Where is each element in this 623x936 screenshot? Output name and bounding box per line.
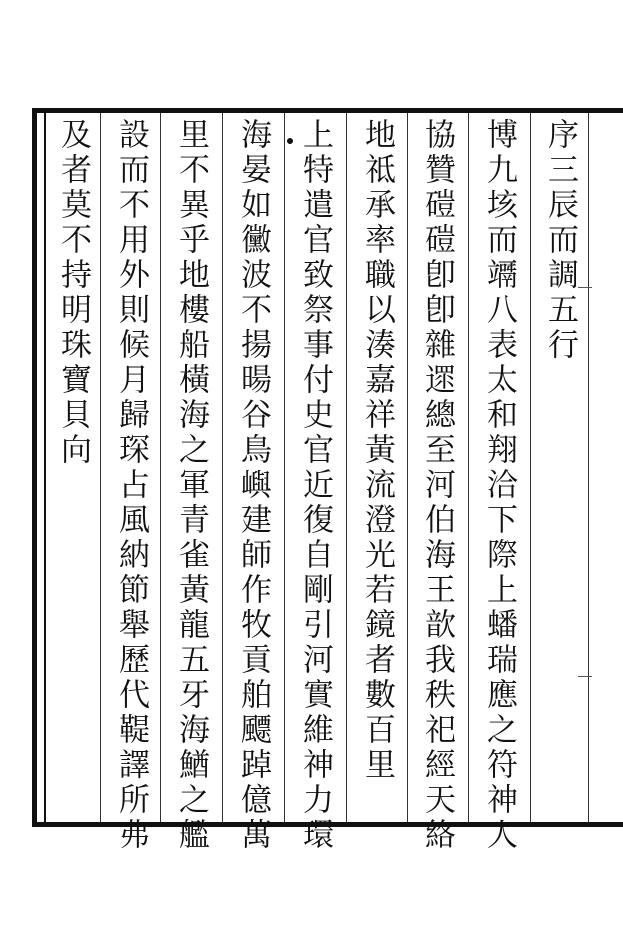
column-divider xyxy=(346,113,347,822)
column-divider xyxy=(407,113,408,822)
text-column-2: 博九垓而竵八表太和翔洽下際上蟠瑞應之符神人 xyxy=(481,118,517,853)
frame-left-rule xyxy=(32,108,37,827)
text-column-8: 設而不用外則候月歸琛占風納節舉歷代鞮譯所弗 xyxy=(113,118,149,853)
text-column-9: 及者莫不持明珠寶貝向 xyxy=(55,118,91,468)
column-divider xyxy=(530,113,531,822)
column-divider xyxy=(588,113,589,822)
text-column-7: 里不異乎地樓船橫海之軍青雀黃龍五牙海鰌之艦 xyxy=(173,118,209,853)
text-column-5: 上特遣官致祭事付史官近復自剛引河實維神力環 xyxy=(297,118,333,853)
text-column-4: 地祗承率職以湊嘉祥黃流澄光若鏡者數百里 xyxy=(359,118,395,783)
text-column-3: 協贊磑磑卽卽雜遝總至河伯海王歆我秩祀經天絡 xyxy=(419,118,455,853)
text-column-6: 海晏如黴波不揚暘谷鳥嶼建師作牧貢舶飃踔億萬 xyxy=(235,118,271,853)
punctuation-dot xyxy=(287,138,293,144)
text-column-1: 序三辰而調五行 xyxy=(542,118,578,363)
column-divider xyxy=(160,113,161,822)
column-divider xyxy=(284,113,285,822)
column-divider xyxy=(100,113,101,822)
margin-tick xyxy=(578,676,592,677)
column-divider xyxy=(468,113,469,822)
frame-top-rule xyxy=(32,108,623,113)
column-divider xyxy=(222,113,223,822)
frame-inner-left-rule xyxy=(44,113,46,822)
